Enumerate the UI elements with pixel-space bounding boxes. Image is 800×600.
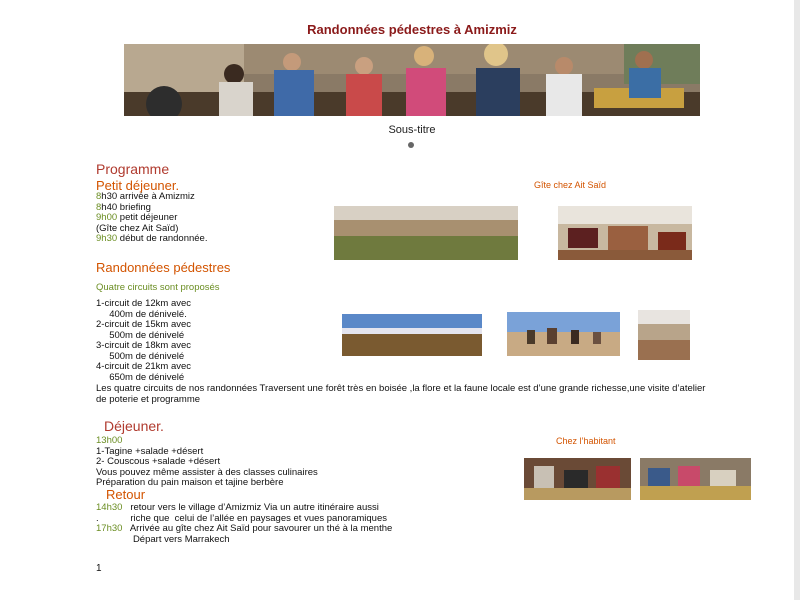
dejeuner-line: 2- Couscous +salade +désert (96, 456, 221, 467)
circuit-line: 4-circuit de 21km avec (96, 361, 192, 372)
dejeuner-heading: Déjeuner. (104, 418, 164, 434)
circuit-line: 3-circuit de 18km avec (96, 340, 192, 351)
page-number: 1 (96, 563, 102, 574)
programme-heading: Programme (96, 161, 170, 177)
trail-photo (638, 310, 690, 360)
gite-label: Gîte chez Ait Saïd (534, 180, 607, 190)
mountain-photo (342, 314, 482, 356)
petit-dejeuner-heading: Petit déjeuner. (96, 178, 180, 193)
meal-photo-2 (640, 458, 751, 500)
circuit-line: 400m de dénivelé. (96, 308, 187, 320)
schedule-line: 9h30 début de randonnée. (96, 233, 208, 244)
scrollbar[interactable] (794, 0, 800, 600)
schedule-line: 8h40 briefing (96, 201, 151, 213)
randonnees-heading: Randonnées pédestres (96, 260, 231, 275)
schedule-line: 8h30 arrivée à Amizmiz (96, 191, 195, 202)
dejeuner-line: Préparation du pain maison et tajine berbère (96, 477, 284, 488)
retour-schedule (96, 503, 392, 545)
schedule-line: 9h00 petit déjeuner (96, 212, 178, 223)
dejeuner-time: 13h00 (96, 435, 123, 446)
schedule-line: (Gîte chez Ait Saïd) (96, 222, 179, 234)
circuits-subheading: Quatre circuits sont proposés (96, 282, 220, 293)
camel-trek-photo (507, 312, 620, 356)
chez-habitant-label: Chez l’habitant (556, 436, 616, 446)
circuit-line: 650m de dénivelé (96, 371, 185, 383)
retour-line: . riche que celui de l’allée en paysages et vues panoramiques (96, 512, 387, 524)
subtitle: Sous-titre (388, 124, 436, 136)
retour-line: 17h30 Arrivée au gîte chez Ait Saïd pour savourer un thé à la menthe (96, 523, 393, 534)
document-title: Randonnées pédestres à Amizmiz (307, 22, 517, 37)
dejeuner-details (96, 436, 318, 489)
dejeuner-line: Vous pouvez même assister à des classes culinaires (96, 466, 318, 478)
banner-photo (124, 44, 700, 116)
petit-dejeuner-schedule (96, 192, 208, 245)
circuits-list (96, 299, 191, 383)
retour-line: 14h30 retour vers le village d’Amizmiz Via un autre itinéraire aussi (96, 502, 379, 513)
circuit-line: 2-circuit de 15km avec (96, 319, 192, 330)
meal-photo-1 (524, 458, 631, 500)
randonnees-paragraph: Les quatre circuits de nos randonnées Traversent une forêt très en boisée ,la flore et la faune locale est d’une grande richesse,une visite d’atelier de poterie et programme (96, 383, 706, 405)
circuit-line: 500m de dénivelé (96, 329, 185, 341)
retour-line: Départ vers Marrakech (96, 533, 230, 545)
landscape-photo (334, 206, 518, 260)
gite-interior-photo (558, 206, 692, 260)
dejeuner-line: 1-Tagine +salade +désert (96, 445, 204, 457)
carousel-dot-icon (408, 142, 414, 148)
retour-heading: Retour (106, 487, 146, 502)
circuit-line: 500m de dénivelé (96, 350, 185, 362)
circuit-line: 1-circuit de 12km avec (96, 298, 192, 309)
